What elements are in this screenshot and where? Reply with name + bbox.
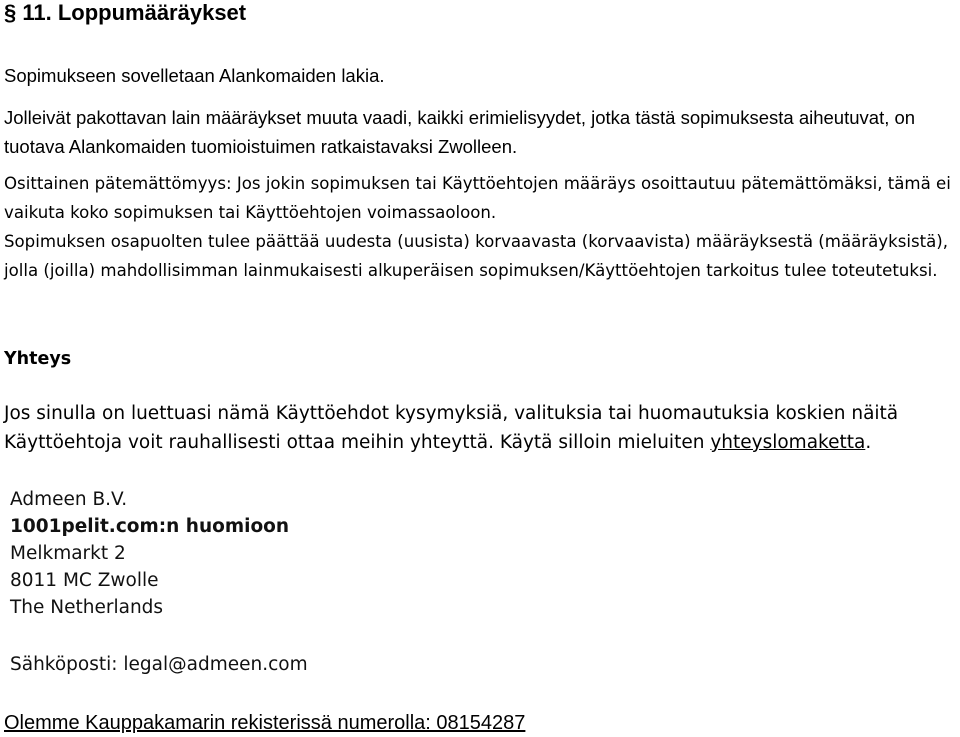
contact-form-link[interactable]: yhteyslomaketta <box>710 432 866 453</box>
contact-text-before: Jos sinulla on luettuasi nämä Käyttöehdot kysymyksiä, valituksia tai huomautuksia koskien näitä Käyttöehtoja voit rauhallisesti ottaa meihin yhteyttä. Käytä silloin mieluiten <box>4 403 899 453</box>
paragraph-disputes: Jolleivät pakottavan lain määräykset muuta vaadi, kaikki erimielisyydet, jotka tästä sopimuksesta aiheutuvat, on tuotava Alankomaiden tuomioistuimen ratkaistavaksi Zwolleen. <box>4 107 916 157</box>
address-city: 8011 MC Zwolle <box>10 570 159 591</box>
address-email: Sähköposti: legal@admeen.com <box>10 654 308 675</box>
paragraph-partial-invalidity: Osittainen pätemättömyys: Jos jokin sopimuksen tai Käyttöehtojen määräys osoittautuu pätemättömäksi, tämä ei vaikuta koko sopimuksen tai Käyttöehtojen voimassaoloon. <box>4 174 951 222</box>
address-company: Admeen B.V. <box>10 489 128 510</box>
address-attention: 1001pelit.com:n huomioon <box>10 516 290 537</box>
paragraph-replacement: Sopimuksen osapuolten tulee päättää uudesta (uusista) korvaavasta (korvaavista) määräyksestä (määräyksistä), jolla (joilla) mahdollisimman lainmukaisesti alkuperäisen sopimuksen/Käyttöehtojen tarkoitus tulee toteutetuksi. <box>4 232 949 280</box>
section-heading: § 11. Loppumääräykset <box>4 0 247 25</box>
contact-heading: Yhteys <box>4 349 72 369</box>
address-block <box>10 486 289 621</box>
registry-number: Olemme Kauppakamarin rekisterissä numerolla: 08154287 <box>4 712 526 734</box>
paragraph-governing-law: Sopimukseen sovelletaan Alankomaiden lakia. <box>4 65 385 86</box>
address-country: The Netherlands <box>10 597 164 618</box>
address-street: Melkmarkt 2 <box>10 543 126 564</box>
contact-text-after: . <box>865 432 872 453</box>
contact-paragraph <box>4 399 958 457</box>
